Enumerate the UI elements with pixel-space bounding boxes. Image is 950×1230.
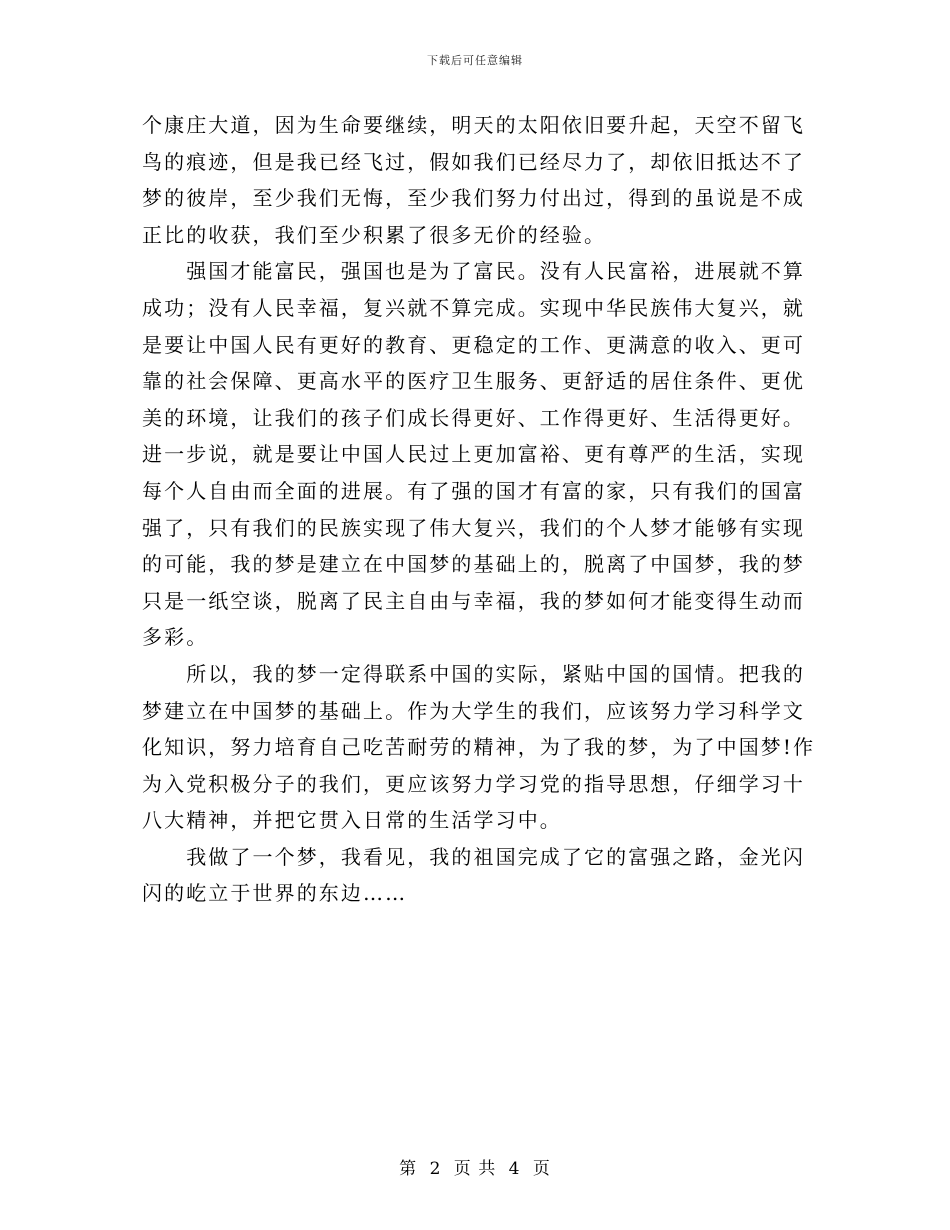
text-line: 美的环境，让我们的孩子们成长得更好、工作得更好、生活得更好。 — [142, 405, 805, 430]
text-line: 多彩。 — [142, 625, 209, 650]
text-line: 所以，我的梦一定得联系中国的实际，紧贴中国的国情。把我的 — [142, 661, 805, 686]
text-line: 每个人自由而全面的进展。有了强的国才有富的家，只有我们的国富 — [142, 478, 805, 503]
text-line: 只是一纸空谈，脱离了民主自由与幸福，我的梦如何才能变得生动而 — [142, 588, 805, 613]
page-suffix: 页 — [532, 1159, 551, 1179]
text-line: 梦建立在中国梦的基础上。作为大学生的我们，应该努力学习科学文 — [142, 698, 805, 723]
text-line: 八大精神，并把它贯入日常的生活学习中。 — [142, 808, 562, 833]
header-note: 下载后可任意编辑 — [427, 54, 523, 67]
text-line: 我做了一个梦，我看见，我的祖国完成了它的富强之路，金光闪 — [142, 844, 805, 869]
text-line: 梦的彼岸，至少我们无悔，至少我们努力付出过，得到的虽说是不成 — [142, 186, 805, 211]
text-line: 强了，只有我们的民族实现了伟大复兴，我们的个人梦才能够有实现 — [142, 515, 805, 540]
page-middle: 页 共 — [453, 1159, 497, 1179]
text-line: 进一步说，就是要让中国人民过上更加富裕、更有尊严的生活，实现 — [142, 442, 805, 467]
text-line: 是要让中国人民有更好的教育、更稳定的工作、更满意的收入、更可 — [142, 332, 805, 357]
text-line: 的可能，我的梦是建立在中国梦的基础上的，脱离了中国梦，我的梦 — [142, 552, 805, 577]
total-page-count: 4 — [508, 1159, 521, 1179]
text-line: 为入党积极分子的我们，更应该努力学习党的指导思想，仔细学习十 — [142, 771, 805, 796]
page-number-footer — [0, 1154, 950, 1179]
text-line: 鸟的痕迹，但是我已经飞过，假如我们已经尽力了，却依旧抵达不了 — [142, 149, 805, 174]
current-page-number: 2 — [429, 1159, 442, 1179]
document-body — [142, 107, 816, 912]
text-line: 闪的屹立于世界的东边…… — [142, 881, 408, 906]
text-line: 个康庄大道，因为生命要继续，明天的太阳依旧要升起，天空不留飞 — [142, 113, 805, 137]
text-line: 强国才能富民，强国也是为了富民。没有人民富裕，进展就不算 — [142, 259, 805, 284]
text-line: 化知识，努力培育自己吃苦耐劳的精神，为了我的梦，为了中国梦!作 — [142, 735, 816, 760]
text-line: 成功；没有人民幸福，复兴就不算完成。实现中华民族伟大复兴，就 — [142, 295, 805, 320]
text-line: 靠的社会保障、更高水平的医疗卫生服务、更舒适的居住条件、更优 — [142, 369, 805, 394]
text-line: 正比的收获，我们至少积累了很多无价的经验。 — [142, 222, 607, 247]
page-prefix: 第 — [399, 1159, 418, 1179]
